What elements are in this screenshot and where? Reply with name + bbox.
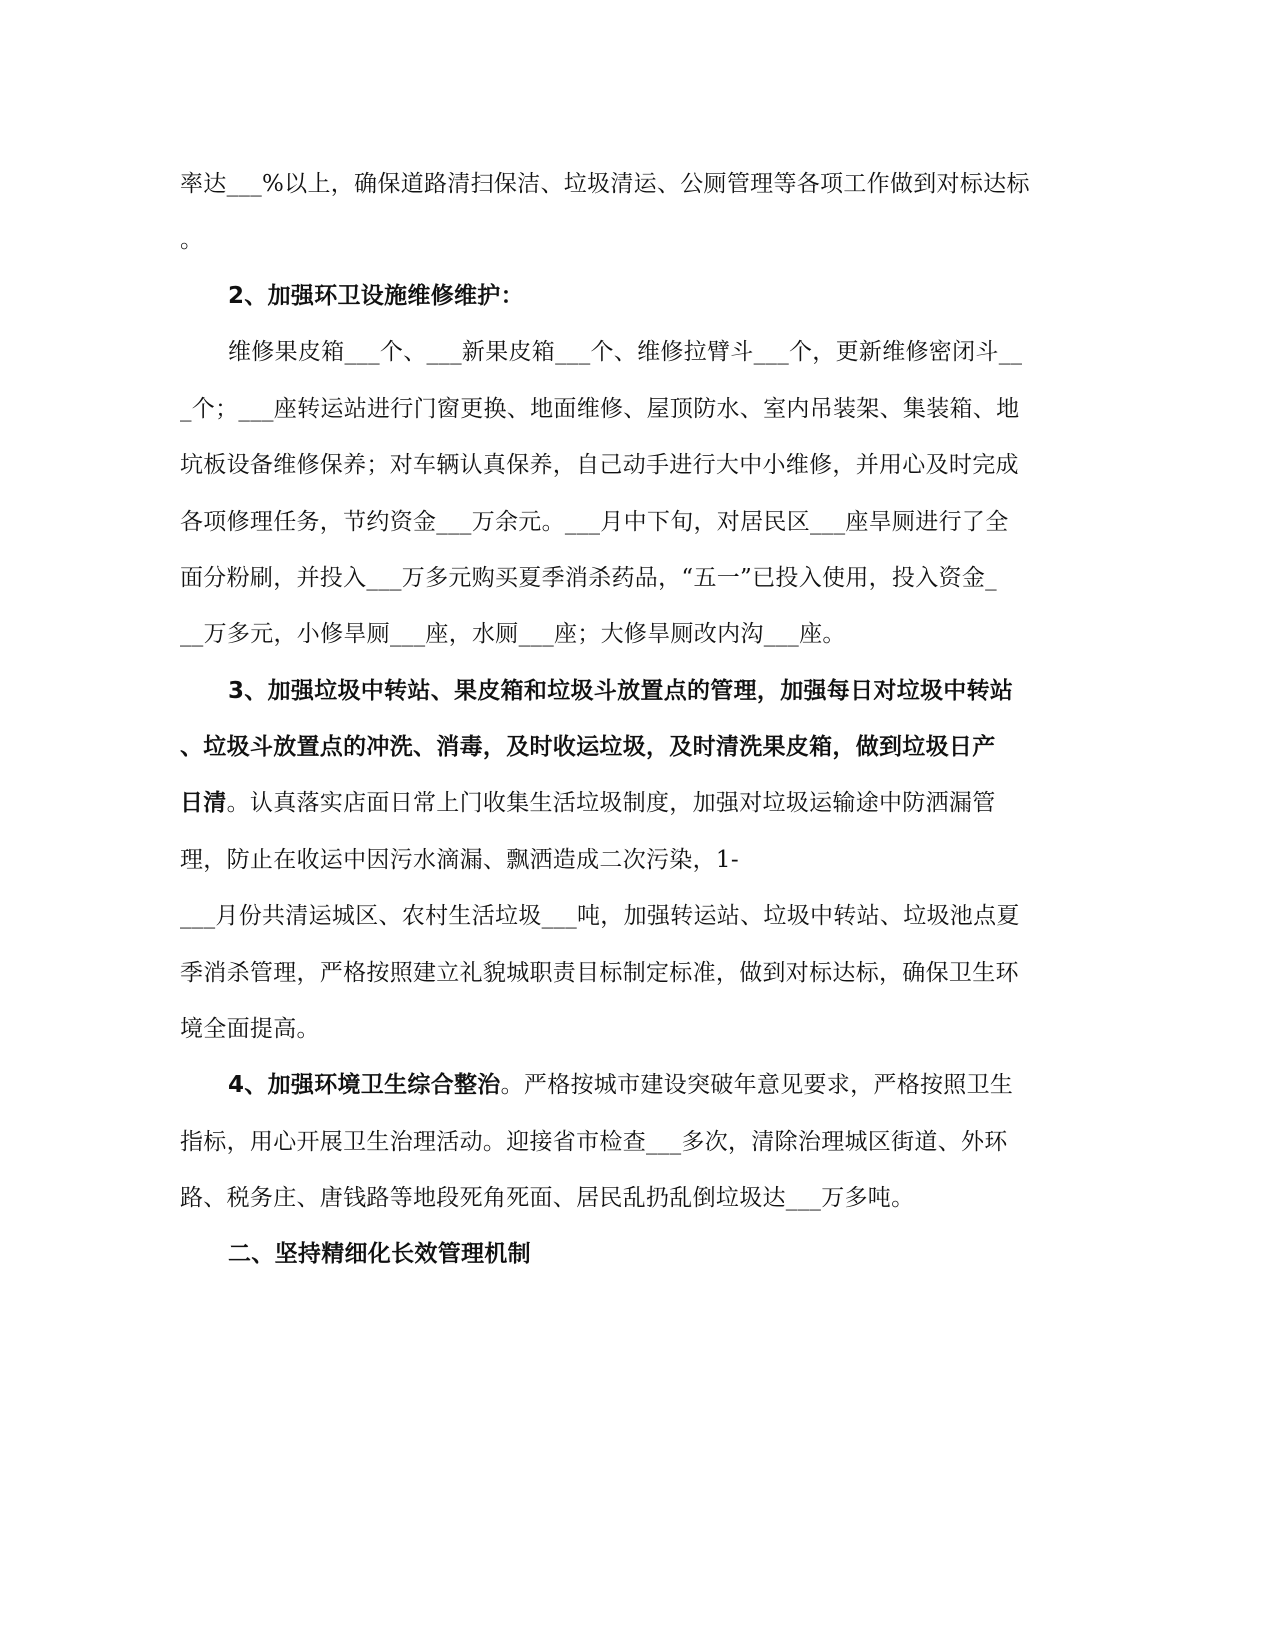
- paragraph-line-9-text: 。认真落实店面日常上门收集生活垃圾制度，加强对垃圾运输途中防洒漏管: [226, 790, 996, 816]
- paragraph-line-1: 率达___%以上，确保道路清扫保洁、垃圾清运、公厕管理等各项工作做到对标达标: [180, 171, 1030, 197]
- paragraph-line-14: [228, 1069, 1013, 1101]
- section-heading-3-end: 日清: [180, 790, 227, 816]
- paragraph-line-15: 指标，用心开展卫生治理活动。迎接省市检查___多次，清除治理城区街道、外环: [180, 1129, 1008, 1155]
- paragraph-line-16: 路、税务庄、唐钱路等地段死角死面、居民乱扔乱倒垃圾达___万多吨。: [180, 1185, 915, 1211]
- paragraph-line-4: _个；___座转运站进行门窗更换、地面维修、屋顶防水、室内吊装架、集装箱、地: [180, 396, 1020, 422]
- paragraph-line-11: ___月份共清运城区、农村生活垃圾___吨，加强转运站、垃圾中转站、垃圾池点夏: [180, 903, 1020, 929]
- paragraph-line-6: 各项修理任务，节约资金___万余元。___月中下旬，对居民区___座旱厕进行了全: [180, 509, 1009, 535]
- paragraph-line-14-text: 。严格按城市建设突破年意见要求，严格按照卫生: [500, 1072, 1014, 1098]
- paragraph-line-12: 季消杀管理，严格按照建立礼貌城职责目标制定标准，做到对标达标，确保卫生环: [180, 960, 1019, 986]
- section-heading-2: 2、加强环卫设施维修维护：: [228, 283, 524, 309]
- paragraph-line-5: 坑板设备维修保养；对车辆认真保养，自己动手进行大中小维修，并用心及时完成: [180, 452, 1019, 478]
- paragraph-line-9: [180, 787, 996, 819]
- section-heading-4: 4、加强环境卫生综合整治: [228, 1072, 501, 1098]
- paragraph-line-7: 面分粉刷，并投入___万多元购买夏季消杀药品，“五一”已投入使用，投入资金_: [180, 565, 997, 591]
- paragraph-line-13: 境全面提高。: [180, 1016, 320, 1042]
- paragraph-line-10: 理，防止在收运中因污水滴漏、飘洒造成二次污染，1-: [180, 847, 739, 873]
- paragraph-line-3: 维修果皮箱___个、___新果皮箱___个、维修拉臂斗___个，更新维修密闭斗__: [228, 339, 1023, 365]
- section-heading-3-line-2: 、垃圾斗放置点的冲洗、消毒，及时收运垃圾，及时清洗果皮箱，做到垃圾日产: [180, 734, 996, 760]
- paragraph-line-8: __万多元，小修旱厕___座，水厕___座；大修旱厕改内沟___座。: [180, 621, 846, 647]
- section-heading-3-line-1: 3、加强垃圾中转站、果皮箱和垃圾斗放置点的管理，加强每日对垃圾中转站: [228, 678, 1014, 704]
- paragraph-line-2: 。: [180, 227, 204, 253]
- section-heading-two: 二、坚持精细化长效管理机制: [228, 1241, 531, 1267]
